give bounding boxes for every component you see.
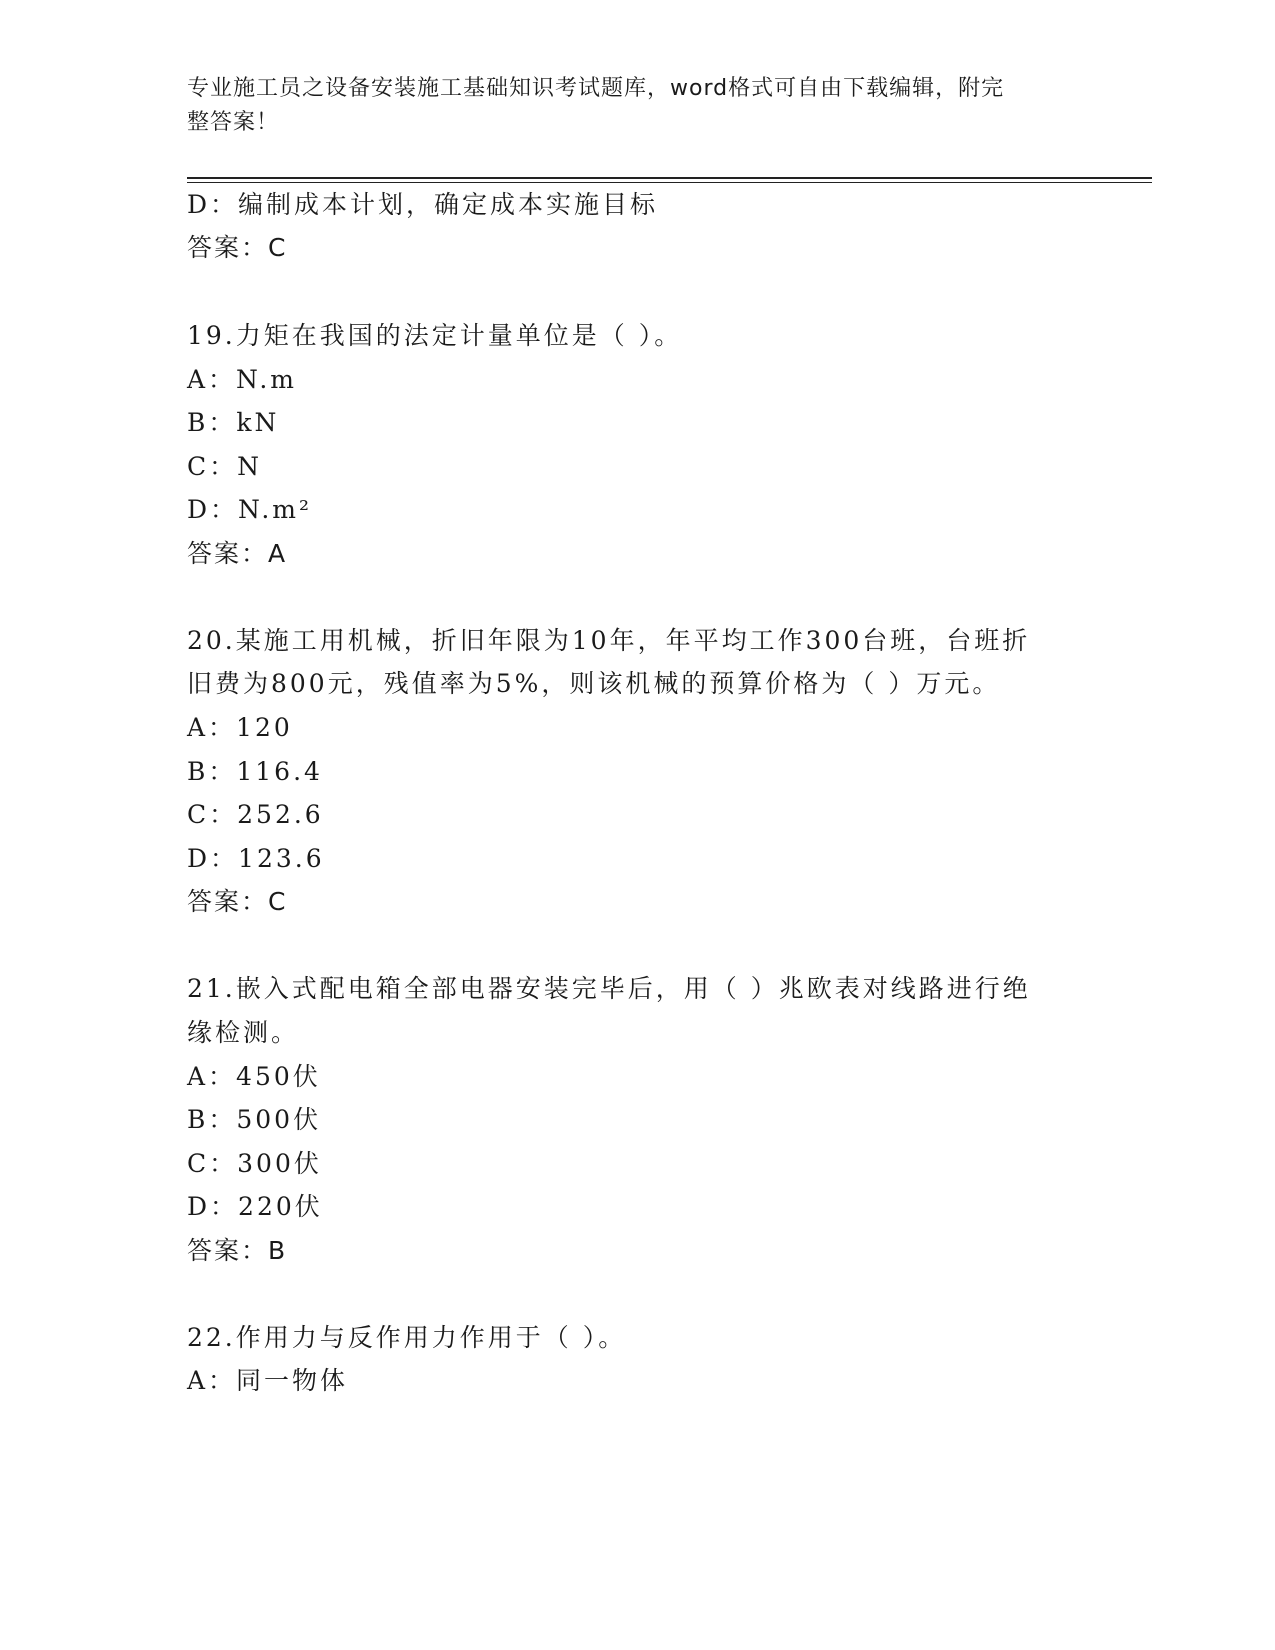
header-title-line-1: 专业施工员之设备安装施工基础知识考试题库，word格式可自由下载编辑，附完	[187, 76, 1005, 101]
q19-option-c: C：N	[187, 452, 263, 481]
q20-option-a: A：120	[187, 713, 293, 742]
q21-option-d: D：220伏	[187, 1192, 323, 1221]
q19-stem: 19.力矩在我国的法定计量单位是（ ）。	[187, 321, 683, 350]
q21-stem-line-2: 缘检测。	[187, 1018, 300, 1047]
q20-option-d: D：123.6	[187, 844, 325, 873]
header-title-line-2: 整答案！	[187, 110, 280, 135]
q21-option-a: A：450伏	[187, 1062, 321, 1091]
q22-option-a: A：同一物体	[187, 1366, 349, 1395]
q22-stem: 22.作用力与反作用力作用于（ ）。	[187, 1323, 627, 1352]
q19-option-d: D：N.m²	[187, 495, 312, 524]
q20-option-c: C：252.6	[187, 800, 324, 829]
q21-answer: 答案：B	[187, 1236, 288, 1265]
q21-stem-line-1: 21.嵌入式配电箱全部电器安装完毕后，用（ ）兆欧表对线路进行绝	[187, 974, 1031, 1003]
q18-option-d: D：编制成本计划，确定成本实施目标	[187, 190, 659, 219]
q20-stem-line-2: 旧费为800元，残值率为5%，则该机械的预算价格为（ ）万元。	[187, 669, 1001, 698]
document-header	[187, 72, 1067, 140]
header-divider-thick	[187, 177, 1152, 179]
q20-answer: 答案：C	[187, 887, 288, 916]
q21-option-c: C：300伏	[187, 1149, 322, 1178]
q19-answer: 答案：A	[187, 539, 288, 568]
q20-stem-line-1: 20.某施工用机械，折旧年限为10年，年平均工作300台班，台班折	[187, 626, 1031, 655]
q18-answer: 答案：C	[187, 233, 288, 262]
q21-option-b: B：500伏	[187, 1105, 322, 1134]
header-divider-thin	[187, 182, 1152, 183]
q20-option-b: B：116.4	[187, 757, 323, 786]
q19-option-a: A：N.m	[187, 365, 297, 394]
q19-option-b: B：kN	[187, 408, 280, 437]
